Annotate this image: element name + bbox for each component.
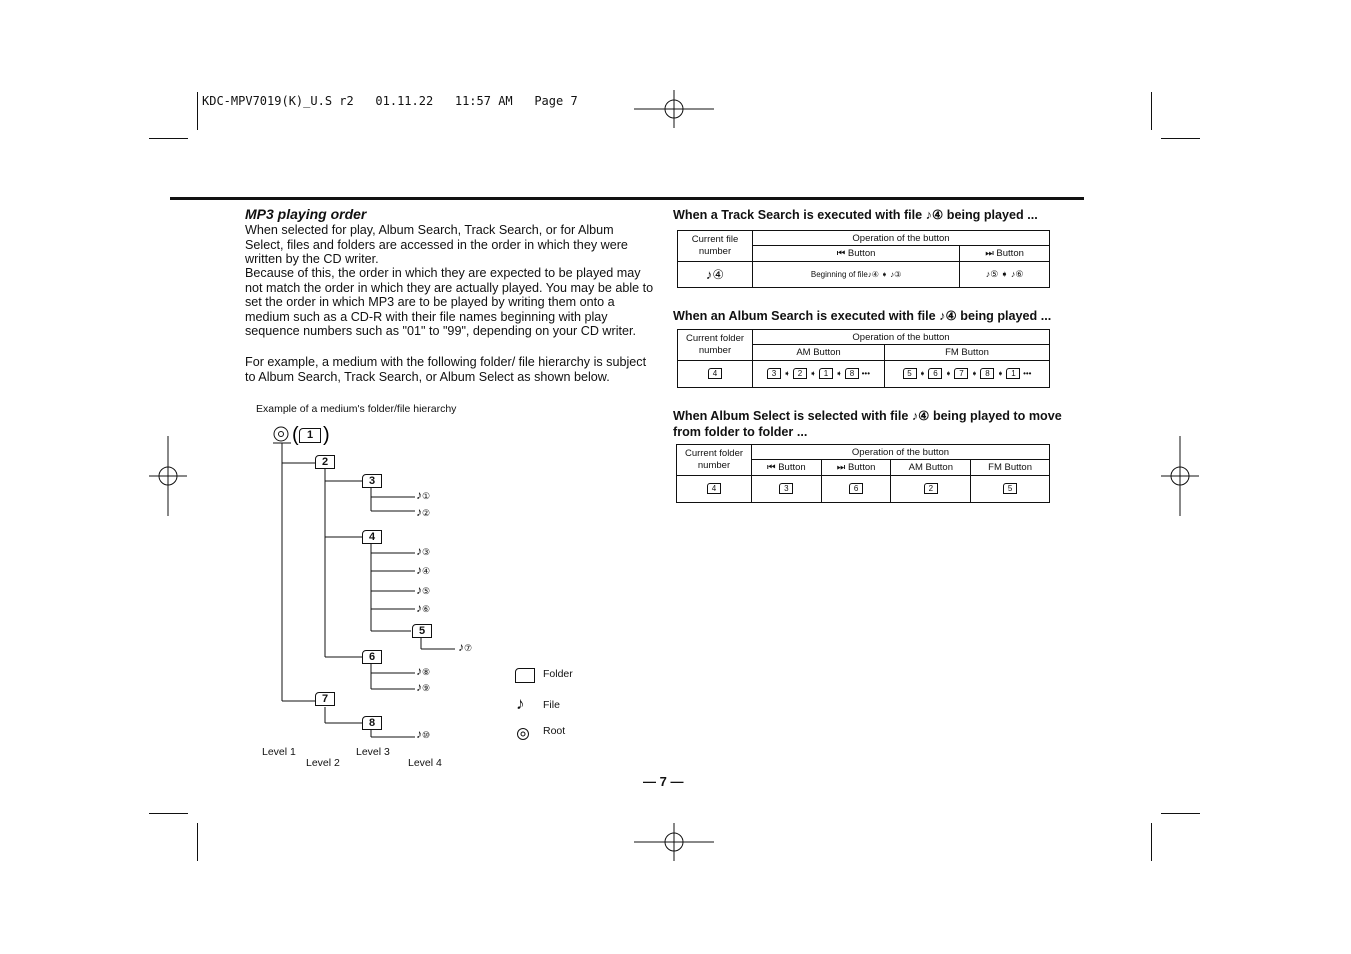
folder-icon: 7 (315, 692, 335, 706)
folder-icon: 1 (819, 368, 833, 379)
registration-mark-left (149, 436, 187, 516)
album-search-table (677, 329, 1050, 388)
svg-text:): ) (323, 424, 330, 446)
folder-icon: 2 (315, 455, 335, 469)
paragraph-3: For example, a medium with the following folder/ file hierarchy is subject to Album Search, Track Search, or Album Select as shown below. (245, 355, 647, 384)
table-header: ⏭ Button (821, 460, 891, 476)
folder-icon: 5 (903, 368, 917, 379)
svg-text:(: ( (292, 424, 299, 446)
crop-mark (1151, 823, 1152, 861)
crop-mark (149, 138, 188, 139)
table-cell (891, 476, 971, 503)
table-cell (678, 361, 753, 388)
file-node: ♪③ (416, 544, 431, 558)
file-node: ♪① (416, 488, 431, 502)
file-node: ♪⑤ (416, 583, 431, 597)
table-cell (885, 361, 1050, 388)
crop-mark (1151, 92, 1152, 130)
table-header: Current file number (678, 231, 753, 262)
table-header: Current folder number (678, 330, 753, 361)
arrow-icon: ➧ (919, 369, 926, 379)
table-header: AM Button (891, 460, 971, 476)
legend-folder: Folder (543, 668, 573, 680)
music-note-icon: ♪ (416, 563, 422, 577)
level-label: Level 3 (356, 746, 390, 758)
table-header: Operation of the button (753, 231, 1050, 246)
legend-root: Root (543, 725, 566, 737)
music-note-icon: ♪ (416, 664, 422, 678)
folder-icon: 8 (980, 368, 994, 379)
folder-icon: 8 (845, 368, 859, 379)
folder-icon: 8 (362, 716, 382, 730)
file-node: ♪② (416, 505, 431, 519)
folder-icon: 5 (1003, 483, 1017, 494)
diagram-caption: Example of a medium's folder/file hierarchy (256, 403, 457, 415)
legend-file: File (543, 699, 560, 711)
root-icon (516, 727, 530, 741)
file-node: ♪⑥ (416, 601, 431, 615)
file-node: ♪⑨ (416, 680, 431, 694)
table-header: AM Button (753, 345, 885, 361)
music-note-icon: ♪ (416, 727, 422, 741)
arrow-icon: ➧ (809, 369, 817, 379)
music-note-icon: ♪ (416, 505, 422, 519)
section-title: MP3 playing order (245, 206, 367, 222)
folder-icon (515, 668, 535, 683)
arrow-icon: ➧ (945, 369, 952, 379)
table-header: FM Button (885, 345, 1050, 361)
crop-mark (197, 823, 198, 861)
arrow-icon: ➧ (783, 369, 791, 379)
paragraph-2: Because of this, the order in which they are expected to be played may not match the order in which they are actually played. You may be able to set the order in which MP3 are to be played by writing them onto a medium such as a CD-R with their file names beginning with play sequence numbers such as "01" to "99", depending on your CD writer. (245, 266, 654, 339)
table-cell (677, 476, 752, 503)
album-select-table (676, 444, 1050, 503)
registration-mark-bottom (634, 823, 714, 861)
folder-icon: 4 (708, 368, 722, 379)
arrow-icon: ➧ (997, 369, 1004, 379)
folder-icon: 5 (412, 624, 432, 638)
arrow-icon: ➧ (835, 369, 843, 379)
hierarchy-diagram (255, 420, 505, 750)
table-header: ⏮ Button (752, 460, 822, 476)
folder-icon: 3 (779, 483, 793, 494)
music-note-icon: ♪ (416, 680, 422, 694)
table-cell (752, 476, 822, 503)
music-note-icon: ♪ (416, 583, 422, 597)
table-header: Operation of the button (752, 445, 1050, 460)
table-cell: ♪⑤ ➧ ♪⑥ (960, 262, 1050, 288)
crop-mark (1161, 813, 1200, 814)
music-note-icon: ♪ (458, 640, 464, 654)
ellipsis: ••• (1023, 369, 1032, 379)
print-slug: KDC-MPV7019(K)_U.S r2 01.11.22 11:57 AM Page 7 (202, 94, 578, 108)
table-cell: Beginning of file♪④ ➧ ♪③ (753, 262, 960, 288)
folder-icon: 2 (924, 483, 938, 494)
folder-icon: 6 (849, 483, 863, 494)
table-cell: ♪④ (678, 262, 753, 288)
registration-mark-right (1161, 436, 1199, 516)
crop-mark (1161, 138, 1200, 139)
music-note-icon: ♪ (516, 694, 525, 713)
table-header: FM Button (971, 460, 1050, 476)
arrow-icon: ➧ (971, 369, 978, 379)
table-header: ⏭ Button (960, 246, 1050, 262)
crop-mark (197, 92, 198, 130)
level-label: Level 1 (262, 746, 296, 758)
file-node: ♪④ (416, 563, 431, 577)
folder-icon: 7 (954, 368, 968, 379)
folder-icon: 3 (362, 474, 382, 488)
file-node: ♪⑩ (416, 727, 431, 741)
album-select-title: When Album Select is selected with file ♪④ being played to move from folder to folder ... (673, 409, 1062, 439)
crop-mark (149, 813, 188, 814)
track-search-title: When a Track Search is executed with file ♪④ being played ... (673, 208, 1038, 222)
level-label: Level 2 (306, 757, 340, 769)
music-note-icon: ♪ (416, 544, 422, 558)
paragraph-1: When selected for play, Album Search, Track Search, or for Album Select, files and folders are accessed in the order in which they were written by the CD writer. (245, 223, 628, 267)
folder-icon: 1 (299, 428, 321, 443)
folder-icon: 6 (928, 368, 942, 379)
file-node: ♪⑧ (416, 664, 431, 678)
folder-icon: 2 (793, 368, 807, 379)
file-node: ♪⑦ (458, 640, 473, 654)
table-header: ⏮ Button (753, 246, 960, 262)
table-header: Current folder number (677, 445, 752, 476)
folder-icon: 1 (1006, 368, 1020, 379)
table-cell (753, 361, 885, 388)
album-search-title: When an Album Search is executed with file ♪④ being played ... (673, 309, 1052, 323)
folder-icon: 6 (362, 650, 382, 664)
page-number: — 7 — (643, 774, 684, 789)
music-note-icon: ♪ (416, 601, 422, 615)
table-cell (971, 476, 1050, 503)
folder-icon: 3 (767, 368, 781, 379)
table-cell (821, 476, 891, 503)
registration-mark-top (634, 90, 714, 128)
header-rule (170, 197, 1084, 200)
music-note-icon: ♪ (416, 488, 422, 502)
root-icon (274, 427, 288, 441)
level-label: Level 4 (408, 757, 442, 769)
folder-icon: 4 (707, 483, 721, 494)
table-header: Operation of the button (753, 330, 1050, 345)
folder-icon: 4 (362, 530, 382, 544)
ellipsis: ••• (861, 369, 870, 379)
track-search-table (677, 230, 1050, 288)
